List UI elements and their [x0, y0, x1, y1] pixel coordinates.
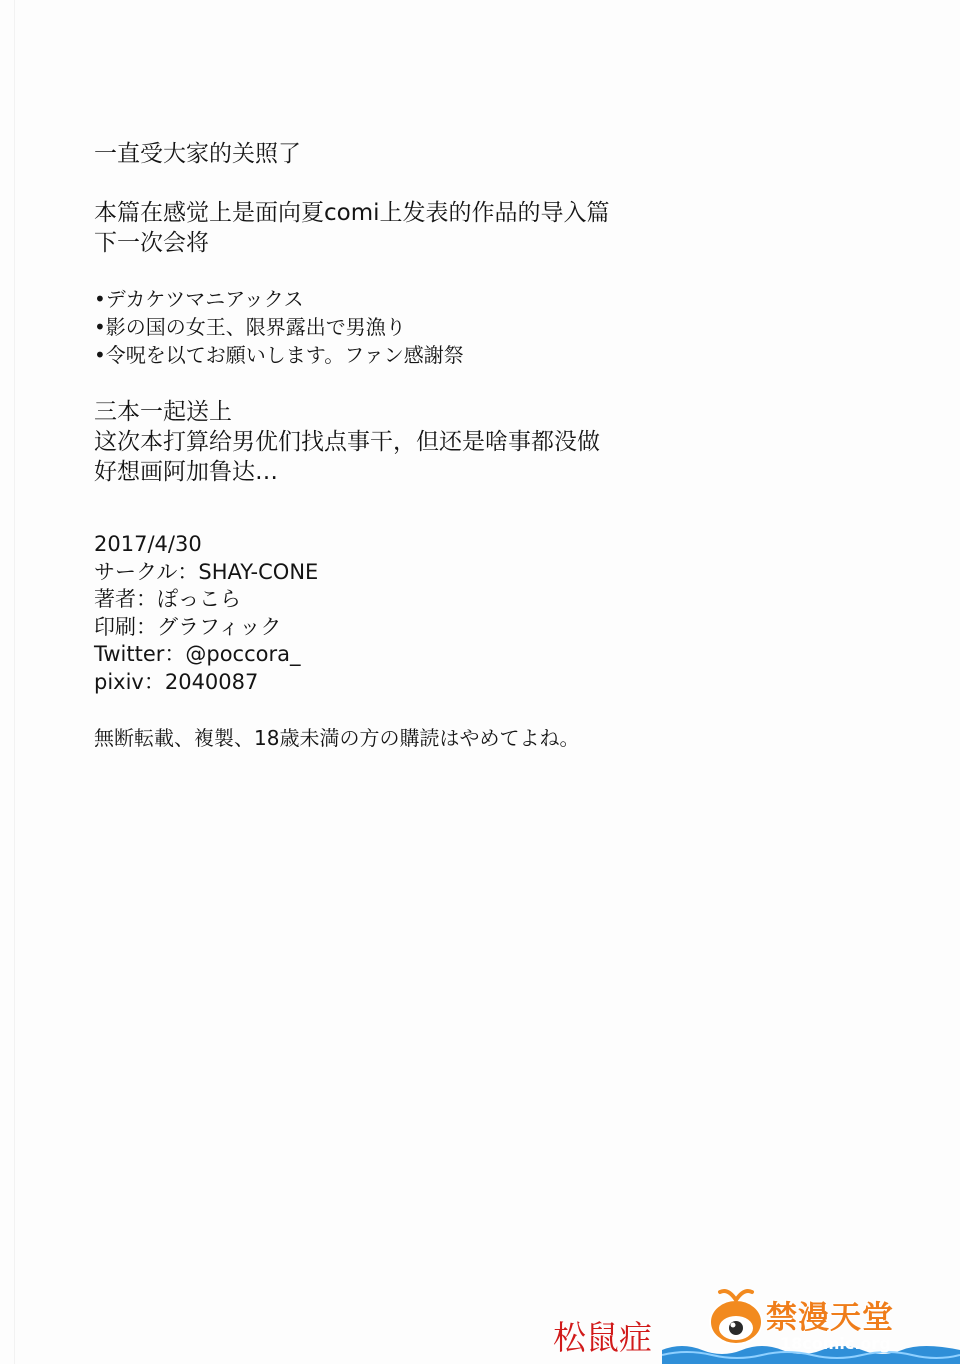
site-watermark: [662, 1284, 960, 1364]
watermark-url: 18comic.org: [780, 1334, 891, 1353]
thanks-paragraph: [94, 139, 301, 169]
colophon-printer: 印刷：グラフィック: [94, 614, 282, 639]
titles-list: [94, 285, 464, 369]
footer-red-text: 松鼠症: [553, 1318, 652, 1357]
copyright-notice: [94, 724, 579, 752]
comment-paragraph: [94, 397, 600, 487]
colophon-circle: サークル：SHAY-CONE: [94, 559, 319, 584]
watermark-title: 禁漫天堂: [766, 1300, 894, 1336]
list-item: •影の国の女王、限界露出で男漁り: [94, 315, 406, 339]
text-line: 好想画阿加鲁达…: [94, 459, 278, 485]
colophon-date: 2017/4/30: [94, 532, 202, 556]
colophon: [94, 531, 318, 696]
colophon-pixiv: pixiv：2040087: [94, 669, 259, 694]
text-line: 下一次会将: [94, 230, 209, 256]
colophon-twitter: Twitter：@poccora_: [94, 642, 301, 666]
text-line: 本篇在感觉上是面向夏comi上发表的作品的导入篇: [94, 200, 610, 226]
list-item: •令呪を以てお願いします。ファン感謝祭: [94, 343, 464, 367]
colophon-author: 著者：ぽっこら: [94, 587, 241, 611]
page-edge-line: [14, 0, 15, 1364]
list-item: •デカケツマニアックス: [94, 287, 304, 311]
notice-text: 無断転載、複製、18歳未満の方の購読はやめてよね。: [94, 726, 580, 750]
whale-mascot-icon: [706, 1284, 766, 1348]
text-line: 这次本打算给男优们找点事干，但还是啥事都没做: [94, 429, 600, 455]
intro-paragraph: [94, 198, 610, 258]
text-line: 三本一起送上: [94, 399, 232, 425]
text-line: 一直受大家的关照了: [94, 141, 301, 167]
